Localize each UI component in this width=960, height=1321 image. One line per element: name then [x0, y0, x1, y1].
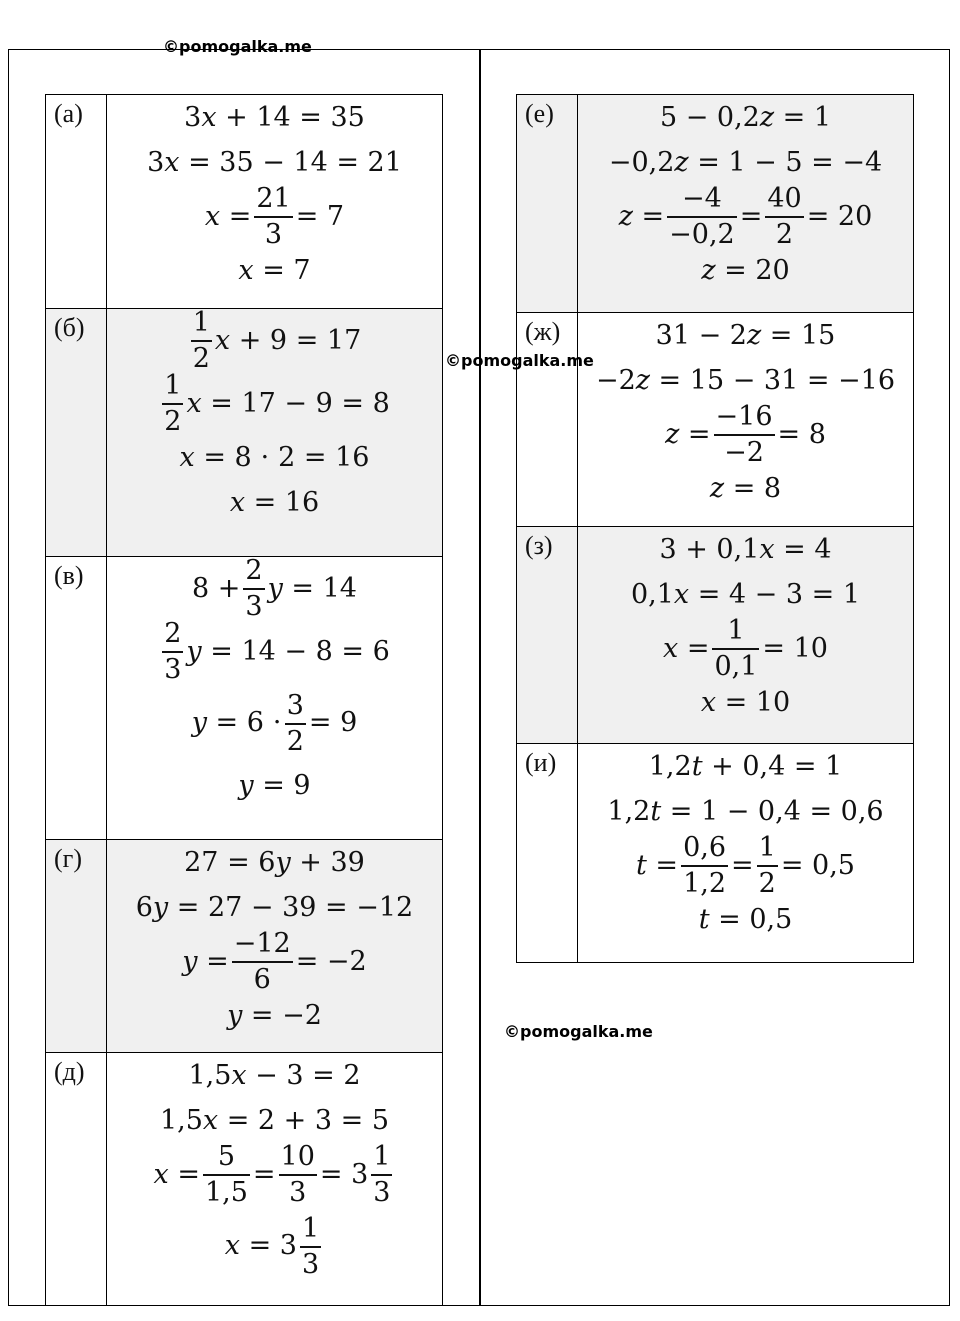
solution-row [46, 840, 443, 1053]
equation-line: 3𝑥 = 35 − 14 = 21 [147, 146, 402, 178]
fraction-numerator: 1 [727, 615, 745, 646]
equation-part: 𝑥 = [663, 632, 710, 664]
equation-line: 𝑥 = 8 ⋅ 2 = 16 [179, 441, 370, 473]
equation-line: 5 − 0,2𝑧 = 1 [659, 101, 832, 133]
equation-line: 1,2𝑡 = 1 − 0,4 = 0,6 [607, 795, 884, 827]
fraction-bar [712, 648, 759, 650]
fraction-denominator: 6 [253, 964, 271, 995]
equation-line: −0,2𝑧 = 1 − 5 = −4 [608, 146, 883, 178]
fraction [757, 834, 778, 897]
equation-line: 𝑡 = 0,5 [698, 903, 793, 935]
equation-line: 𝑦 = −2 [227, 999, 322, 1031]
fraction-bar [285, 723, 306, 725]
fraction-denominator: 0,1 [714, 651, 758, 682]
fraction-denominator: −2 [724, 437, 764, 468]
equation-line: 𝑧 = 20 [701, 254, 790, 286]
equation-line [665, 403, 826, 466]
equation-part: 𝑥 = 17 − 9 = 8 [186, 387, 390, 419]
fraction-denominator: 2 [286, 725, 304, 757]
right-solution-table [516, 94, 914, 963]
solution-cell [107, 557, 443, 840]
fraction-bar [300, 1246, 321, 1248]
fraction-bar [243, 588, 264, 590]
equation-line [225, 1206, 324, 1286]
fraction-bar [162, 651, 183, 653]
fraction-numerator: 1 [758, 832, 776, 863]
equation-part: = 8 [777, 418, 826, 450]
fraction [681, 834, 728, 897]
item-label: (е) [517, 95, 578, 313]
solution-cell [578, 527, 914, 744]
fraction-numerator: 1 [302, 1212, 320, 1244]
equation-line: 31 − 2𝑧 = 15 [655, 319, 836, 351]
solution-cell [578, 95, 914, 313]
fraction-bar [714, 434, 775, 436]
fraction-numerator: 1 [373, 1141, 391, 1172]
equation-line: 27 = 6𝑦 + 39 [184, 846, 365, 878]
fraction-numerator: 40 [767, 183, 802, 214]
item-label: (з) [517, 527, 578, 744]
fraction [300, 1212, 321, 1280]
solution-row [46, 309, 443, 557]
solution-row [46, 557, 443, 840]
solution-row [517, 313, 914, 527]
fraction [162, 620, 183, 683]
fraction-bar [765, 216, 803, 218]
equation-line: 1,5𝑥 − 3 = 2 [188, 1059, 361, 1091]
fraction-bar [667, 216, 737, 218]
fraction [203, 1143, 250, 1206]
equation-part: 𝑧 = [618, 200, 665, 232]
fraction-bar [279, 1174, 317, 1176]
solution-row [46, 95, 443, 309]
equation-line: 1,5𝑥 = 2 + 3 = 5 [159, 1104, 390, 1136]
fraction [243, 557, 264, 620]
item-label: (г) [46, 840, 107, 1053]
fraction [371, 1143, 392, 1206]
equation-line: 𝑧 = 8 [709, 472, 782, 504]
fraction-denominator: 2 [758, 868, 776, 899]
equation-line: 6𝑦 = 27 − 39 = −12 [135, 891, 414, 923]
equation-line: −2𝑧 = 15 − 31 = −16 [595, 364, 896, 396]
equation-part: = 3 [319, 1158, 369, 1190]
equation-line [188, 309, 362, 372]
fraction [714, 403, 775, 466]
fraction-numerator: 10 [280, 1141, 315, 1172]
left-solution-table [45, 94, 443, 1306]
equation-part: = [731, 849, 754, 881]
equation-part: = [739, 200, 763, 232]
equation-part: = 10 [762, 632, 828, 664]
equation-part: = 0,5 [780, 849, 855, 881]
fraction-denominator: −0,2 [669, 219, 735, 250]
equation-part: = [252, 1158, 276, 1190]
fraction-denominator: 2 [164, 406, 182, 437]
fraction-denominator: 2 [192, 343, 210, 374]
equation-part: = 20 [806, 200, 873, 232]
fraction-denominator: 3 [289, 1177, 307, 1208]
fraction [667, 185, 737, 248]
watermark-top: ©pomogalka.me [163, 37, 312, 56]
fraction [279, 1143, 317, 1206]
fraction-denominator: 3 [164, 654, 182, 685]
equation-line [182, 930, 366, 993]
equation-part: 𝑦 = [182, 945, 229, 977]
fraction-denominator: 3 [264, 219, 283, 250]
watermark-middle: ©pomogalka.me [445, 351, 594, 370]
item-label: (ж) [517, 313, 578, 527]
solution-cell [578, 313, 914, 527]
solution-cell [107, 1053, 443, 1306]
fraction-denominator: 2 [775, 219, 794, 250]
fraction-denominator: 1,2 [683, 868, 727, 899]
item-label: (в) [46, 557, 107, 840]
equation-line [205, 185, 344, 248]
equation-line [192, 557, 357, 620]
fraction-bar [162, 403, 183, 405]
solution-row [517, 744, 914, 963]
equation-part: 𝑧 = [665, 418, 711, 450]
equation-line [192, 683, 358, 763]
equation-line: 𝑦 = 9 [238, 769, 311, 801]
fraction-numerator: 1 [192, 307, 210, 338]
equation-line [619, 185, 873, 248]
fraction-numerator: −4 [682, 183, 722, 214]
fraction-numerator: 5 [217, 1141, 236, 1172]
fraction [162, 372, 183, 435]
fraction-numerator: 1 [164, 370, 182, 401]
fraction [712, 617, 759, 680]
fraction-denominator: 3 [373, 1177, 391, 1208]
fraction-numerator: 21 [256, 183, 291, 214]
equation-line: 1,2𝑡 + 0,4 = 1 [648, 750, 843, 782]
fraction-denominator: 3 [245, 591, 263, 622]
fraction-bar [757, 865, 778, 867]
fraction-bar [371, 1174, 392, 1176]
item-label: (а) [46, 95, 107, 309]
fraction-numerator: −12 [233, 928, 291, 959]
item-label: (б) [46, 309, 107, 557]
equation-line: 𝑥 = 16 [229, 486, 320, 518]
equation-part: 𝑦 = 14 [267, 572, 357, 604]
solution-cell [107, 840, 443, 1053]
fraction-bar [254, 216, 292, 218]
equation-part: 𝑦 = 6 ⋅ [191, 707, 282, 739]
solution-cell [107, 95, 443, 309]
solution-cell [578, 744, 914, 963]
equation-part: 𝑥 = [153, 1158, 200, 1190]
equation-line: 𝑥 = 7 [238, 254, 311, 286]
fraction-bar [203, 1174, 250, 1176]
fraction [254, 185, 292, 248]
equation-part: = 7 [295, 200, 345, 232]
fraction-bar [191, 340, 212, 342]
fraction [765, 185, 803, 248]
equation-line: 0,1𝑥 = 4 − 3 = 1 [630, 578, 861, 610]
equation-part: = −2 [295, 945, 367, 977]
equation-line [636, 834, 855, 897]
fraction-numerator: 2 [245, 555, 263, 586]
equation-line [159, 620, 390, 683]
item-label: (и) [517, 744, 578, 963]
equation-line: 3𝑥 + 14 = 35 [184, 101, 365, 133]
fraction-numerator: 2 [164, 618, 182, 649]
solution-row [517, 527, 914, 744]
fraction-numerator: 0,6 [683, 832, 727, 863]
equation-line [663, 617, 828, 680]
item-label: (д) [46, 1053, 107, 1306]
fraction-bar [232, 961, 293, 963]
fraction-denominator: 3 [302, 1248, 320, 1280]
equation-part: 𝑥 = [204, 200, 252, 232]
equation-line: 3 + 0,1𝑥 = 4 [659, 533, 832, 565]
column-divider [479, 49, 481, 1306]
equation-part: 𝑥 = 3 [224, 1230, 297, 1262]
equation-part: 𝑦 = 14 − 8 = 6 [186, 635, 390, 667]
equation-line [154, 1143, 396, 1206]
equation-line: 𝑥 = 10 [700, 686, 791, 718]
equation-part: 𝑡 = [636, 849, 679, 881]
fraction-denominator: 1,5 [204, 1177, 248, 1208]
solution-row [46, 1053, 443, 1306]
watermark-bottom: ©pomogalka.me [504, 1022, 653, 1041]
equation-part: = 9 [308, 707, 358, 739]
equation-part: 𝑥 + 9 = 17 [214, 324, 362, 356]
solution-cell [107, 309, 443, 557]
equation-part: 8 + [192, 572, 241, 604]
fraction [285, 689, 306, 757]
fraction-numerator: −16 [715, 401, 773, 432]
fraction-bar [681, 865, 728, 867]
fraction [232, 930, 293, 993]
fraction [191, 309, 212, 372]
fraction-numerator: 3 [286, 689, 304, 721]
equation-line [159, 372, 390, 435]
solution-row [517, 95, 914, 313]
